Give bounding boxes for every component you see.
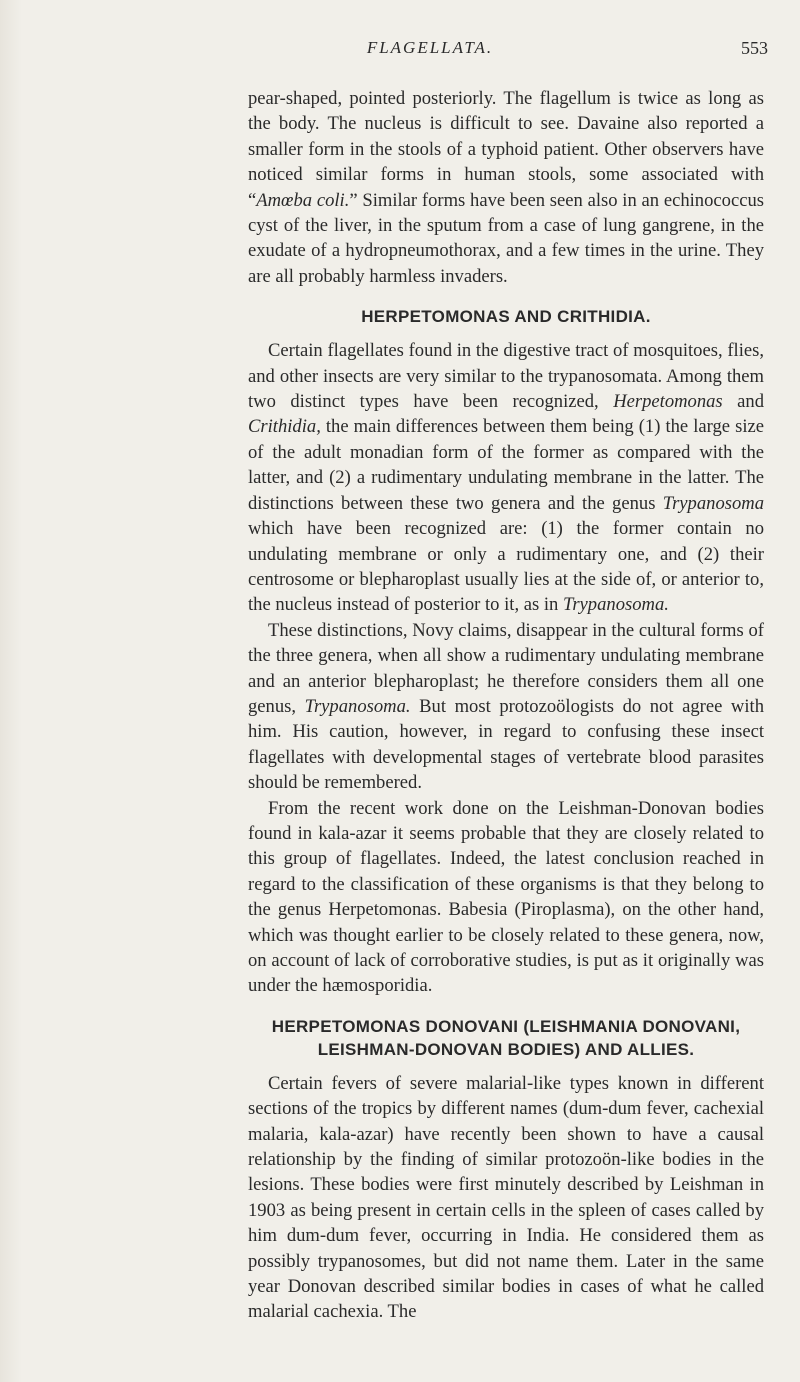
text-run: which have been recognized are: (1) the former contain no undulating membrane or only a rudimentary one, and (2) their centrosome or blepharoplast usually lies at the side of, or anterior to, the nucleus instead of posterior to it, as in [248,518,764,616]
paragraph-amoeba-forms [248,86,764,289]
italic-term: Amœba coli. [256,189,350,211]
text-run: pear-shaped, pointed posteriorly. The flagellum is twice as long as the body. The nucleus is difficult to see. Davaine also reported a smaller form in the stools of a typhoid patient. Other observers have noticed similar forms in human stools, some associated with “ [248,88,764,211]
page-number: 553 [741,38,768,58]
italic-term: Herpetomonas [613,391,723,413]
running-title: FLAGELLATA. [366,38,494,57]
italic-term: Trypanosoma. [304,695,411,717]
heading-line: HERPETOMONAS DONOVANI (LEISHMANIA DONOVANI, [271,1016,741,1036]
page-edge-shadow [0,0,22,1382]
section-heading-herpetomonas-crithidia: HERPETOMONAS AND CRITHIDIA. [361,307,651,327]
italic-term: Trypanosoma. [563,594,669,616]
section-heading-herpetomonas-donovani [248,1015,764,1061]
text-run: Certain flagellates found in the digestive tract of mosquitoes, flies, and other insects are very similar to the trypanosomata. Among them two distinct types have been recognized, [248,340,764,413]
italic-term: Trypanosoma [662,492,764,514]
text-run: and [722,391,764,413]
heading-line: LEISHMAN-DONOVAN BODIES) AND ALLIES. [317,1039,695,1059]
text-run: These distinctions, Novy claims, disappear in the cultural forms of the three genera, when all show a rudimentary undulating membrane and an anterior blepharoplast; he therefore considers them all one genus, [248,619,764,717]
text-run: But most protozoölogists do not agree with him. His caution, however, in regard to confusing these insect flagellates with developmental stages of vertebrate blood parasites should be remembered. [248,695,764,794]
paragraph-tropical-fevers: Certain fevers of severe malarial-like types known in different sections of the tropics by different names (dum-dum fever, cachexial malaria, kala-azar) have recently been shown to have a causal relationship by the finding of similar protozoön-like bodies in the lesions. These bodies were first minutely described by Leishman in 1903 as being present in certain cells in the spleen of cases called by him dum-dum fever, occurring in India. He considered them as possibly trypanosomes, but did not name them. Later in the same year Donovan described similar bodies in cases of what he called malarial cachexia. The [248,1072,764,1323]
body-text [248,86,764,1325]
paragraph-novy-claims [248,618,764,796]
book-page [248,0,768,1382]
text-run: the main differences between them being (1) the large size of the adult monadian form of the former as compared with the latter, and (2) a rudimentary undulating membrane in the latter. The distinctions between these two genera and the genus [248,416,764,514]
paragraph-herpetomonas-crithidia [248,338,764,617]
text-run: ” Similar forms have been seen also in an echinococcus cyst of the liver, in the sputum from a case of lung gangrene, in the exudate of a hydropneumothorax, and a few times in the urine. They are all probably harmless invaders. [248,189,764,287]
page-header [248,38,768,68]
italic-term: Crithidia, [248,416,321,438]
paragraph-leishman-donovan: From the recent work done on the Leishman-Donovan bodies found in kala-azar it seems probable that they are closely related to this group of flagellates. Indeed, the latest conclusion reached in regard to the classification of these organisms is that they belong to the genus Herpetomonas. Babesia (Piroplasma), on the other hand, which was thought earlier to be closely related to these genera, now, on account of lack of corroborative studies, is put as it originally was under the hæmosporidia. [248,797,764,997]
